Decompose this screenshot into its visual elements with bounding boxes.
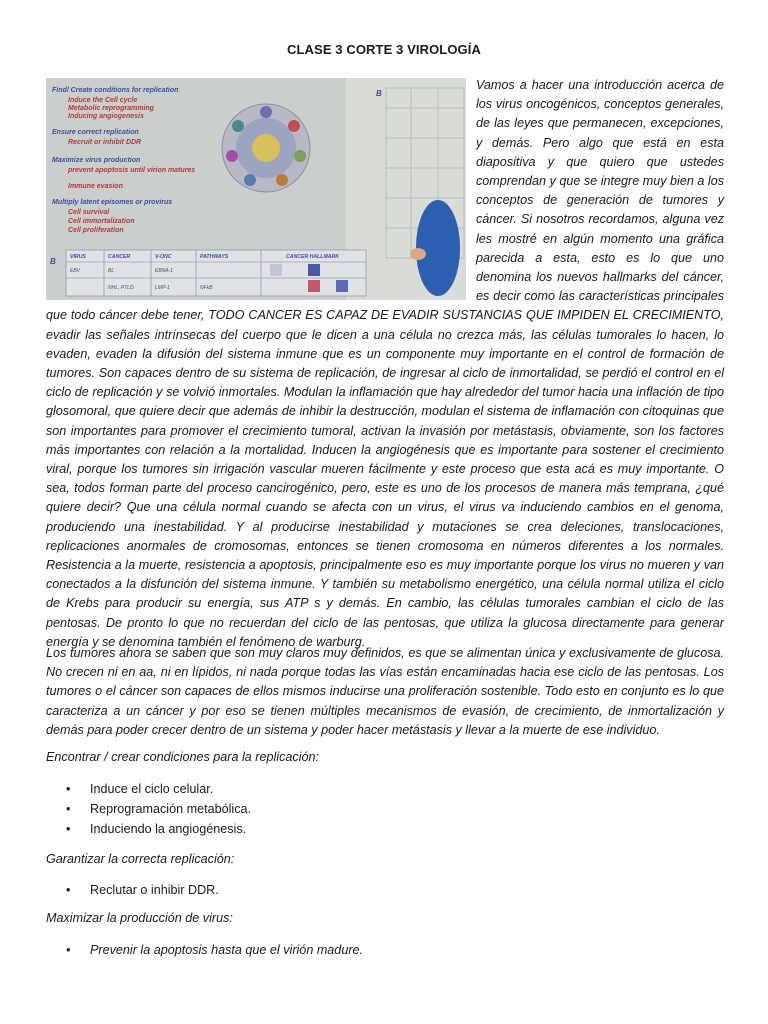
slide-line-4: Ensure correct replication xyxy=(52,129,139,136)
section-heading-replication-conditions: Encontrar / crear condiciones para la replicación: xyxy=(46,750,320,764)
panel-letter-bottom: B xyxy=(50,257,56,266)
slide-line-5: Recruit or inhibit DDR xyxy=(68,139,142,146)
table-cell-0-0: EBV xyxy=(70,268,81,274)
slide-table xyxy=(50,250,366,296)
section-heading-virus-production: Maximizar la producción de virus: xyxy=(46,911,233,925)
slide-photo xyxy=(46,78,466,300)
slide-line-2: Metabolic reprogramming xyxy=(68,105,154,112)
table-header-4: CANCER HALLMARK xyxy=(286,254,340,260)
slide-line-0: Find/ Create conditions for replication xyxy=(52,87,179,94)
slide-line-10: Cell survival xyxy=(68,209,110,216)
table-header-0: VIRUS xyxy=(70,254,86,260)
bullet-list-2 xyxy=(46,880,219,900)
slide-line-3: Inducing angiogenesis xyxy=(68,113,144,120)
table-cell-1-2: LMP-1 xyxy=(155,285,170,291)
list-item: • Reclutar o inhibir DDR. xyxy=(46,880,219,900)
section-heading-correct-replication: Garantizar la correcta replicación: xyxy=(46,852,235,866)
list-item: • Prevenir la apoptosis hasta que el virión madure. xyxy=(46,940,363,960)
table-cell-1-3: NFkB xyxy=(200,285,213,291)
panel-letter-top: B xyxy=(376,89,382,98)
slide-line-1: Induce the Cell cycle xyxy=(68,97,138,104)
hallmarks-wheel xyxy=(222,104,310,192)
table-cell-1-1: NHL, PTLD xyxy=(108,285,134,291)
list-item: • Induce el ciclo celular. xyxy=(46,779,251,799)
paragraph-1 xyxy=(46,76,724,652)
table-header-1: CANCER xyxy=(108,254,131,260)
list-item: • Induciendo la angiogénesis. xyxy=(46,819,251,839)
slide-line-7: prevent apoptosis until virion matures xyxy=(68,167,196,174)
slide-line-6: Maximize virus production xyxy=(52,157,141,164)
paragraph-1-text: Vamos a hacer una introducción acerca de los virus oncogénicos, conceptos generales, de las leyes que permanecen, excepciones, y demás. Pero algo que está en esta diapositiva y que quiero que ustedes comprendan y que se integre muy bien a los conceptos de generación de tumores y cáncer. Si nosotros recordamos, alguna vez les mostré en algún momento una gráfica parecida a esta, esto es lo que uno denomina los nuevos hallmarks del cáncer, es decir como las características principales que todo cáncer debe tener, TODO CANCER ES CAPAZ DE EVADIR SUSTANCIAS QUE IMPIDEN EL CRECIMIENTO, evadir las señales intrínsecas del cuerpo que le dicen a una célula no crezca más, las células tumorales lo hacen, lo evaden, evaden la difusión del sistema inmune que es un componente muy importante en el control de formación de tumores. Son capaces dentro de su sistema de replicación, de ingresar al ciclo de inmortalidad, se perdió el control en el ciclo de replicación y se volvió inmortales. Modulan la inflamación que hay alrededor del tumor hacia una inflación de tipo glosomoral, que quiere decir que además de inhibir la destrucción, modulan el sistema de inflamación con citoquinas que son importantes para promover el crecimiento tumoral, activan la invasión por metástasis, obviamente, son los factores más importantes con relación a la mortalidad. Inducen la angiogénesis que es importante para sostener el crecimiento viral, porque los tumores sin irrigación vascular mueren fácilmente y este proceso que esta acá es muy importante. O sea, todos forman parte del proceso cancirogénico, pero, este es uno de los procesos de manera más temprana, ¿qué quiere decir? Que una célula normal cuando se afecta con un virus, el virus va induciendo cambios en el genoma, produciendo una inestabilidad. Y al producirse inestabilidad y mutaciones se crea deleciones, translocaciones, replicaciones anormales de cromosomas, entonces se tienen cromosoma en números diferentes a los normales. Resistencia a la muerte, resistencia a apoptosis, principalmente eso es muy importante porque los virus no mueren y van conectados a la disfunción del sistema inmune. Y también su metabolismo energético, una célula normal utiliza el ciclo de Krebs para producir su energía, sus ATP s y demás. En cambio, las células tumorales cambian el ciclo de las pentosas. De pronto lo que no recuerdan del ciclo de las pentosas, que utiliza la glucosa directamente para generar energía y se denomina también el fenómeno de warburg. xyxy=(46,78,724,649)
table-header-3: PATHWAYS xyxy=(200,254,229,260)
slide-line-8: Immune evasion xyxy=(68,183,123,190)
table-cell-0-2: EBNA-1 xyxy=(155,268,174,274)
slide-line-12: Cell proliferation xyxy=(68,227,124,234)
document-title: CLASE 3 CORTE 3 VIROLOGÍA xyxy=(287,42,481,57)
list-item: • Reprogramación metabólica. xyxy=(46,799,251,819)
paragraph-2: Los tumores ahora se saben que son muy claros muy definidos, es que se alimentan única y exclusivamente de glucosa. No crecen ni en aa, ni en lípidos, ni nada porque todas las vías están encaminadas hacia ese ciclo de las pentosas. Los tumores o el cáncer son capaces de ellos mismos inducirse una proliferación sostenible. Todo esto en conjunto es lo que caracteriza a un cáncer y por eso se tienen múltiples mecanismos de evasión, de crecimiento, de inmortalización y demás para poder crecer dentro de un sistema y poder hacer metástasis y llevar a la muerte de ese individuo. xyxy=(46,646,724,737)
slide-line-11: Cell immortalization xyxy=(68,218,135,225)
bullet-list-3 xyxy=(46,940,363,960)
table-header-2: V-ONC xyxy=(155,254,172,260)
slide-photo-image xyxy=(46,78,466,300)
slide-line-9: Multiply latent episomes or provirus xyxy=(52,199,173,206)
table-cell-0-1: BL xyxy=(108,268,115,274)
bullet-list-1 xyxy=(46,779,251,839)
